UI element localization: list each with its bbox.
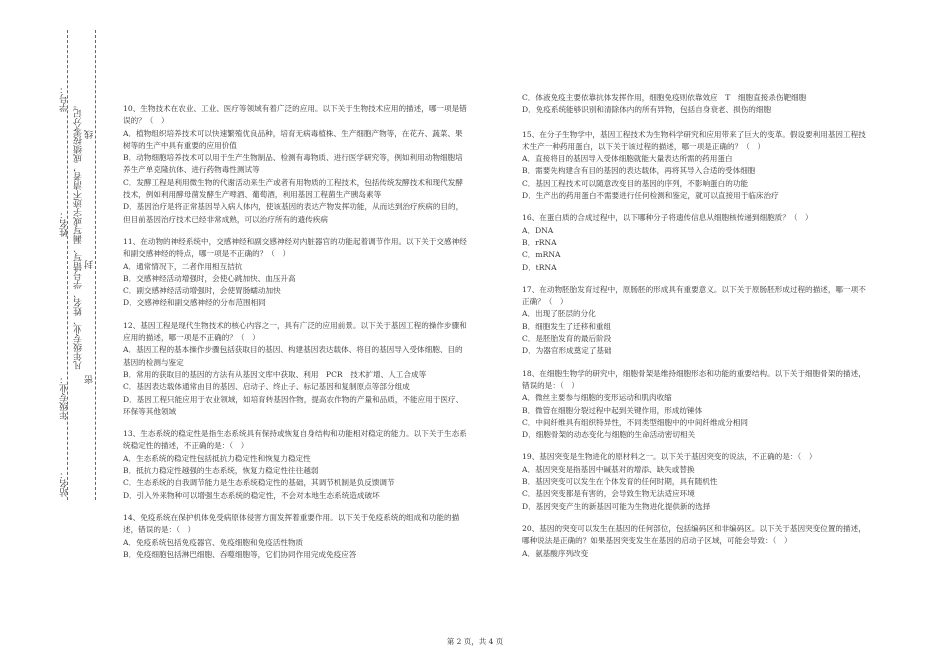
option-d: D．免疫系统能够识别和清除体内的所有异物，包括自身衰老、损伤的细胞 bbox=[522, 105, 772, 115]
question-18 bbox=[522, 368, 867, 442]
option-b: B．交感神经活动增强时，会使心跳加快、血压升高 bbox=[123, 273, 296, 283]
question-10 bbox=[123, 103, 468, 226]
option-c: C．发酵工程是利用微生物的代谢活动来生产或者有用物质的工程技术，包括传统发酵技术和现代发酵技术，例如利用酵母菌发酵生产啤酒、葡萄酒，利用基因工程菌生产胰岛素等 bbox=[123, 177, 463, 200]
option-d: D．交感神经和副交感神经的分布范围相同 bbox=[123, 298, 266, 308]
option-d: D．tRNA bbox=[522, 262, 557, 272]
binding-dashed-line-outer bbox=[67, 30, 68, 500]
option-b: B．基因突变可以发生在个体发育的任何时期，具有随机性 bbox=[522, 477, 718, 487]
question-stem: 17、在动物胚胎发育过程中，原肠胚的形成具有重要意义。以下关于原肠胚形成过程的描述，哪一项不正确？（ ） bbox=[522, 284, 866, 307]
binding-notice: 凡年级专业、姓名、学号错写、漏写或字迹不清者，成绩按零分记。 bbox=[74, 100, 84, 370]
option-a: A．免疫系统包括免疫器官、免疫细胞和免疫活性物质 bbox=[123, 537, 304, 547]
option-c: C．生态系统的自我调节能力是生态系统稳定性的基础，其调节机制是负反馈调节 bbox=[123, 478, 395, 488]
option-c: C．体液免疫主要依靠抗体发挥作用，细胞免疫则依靠效应 T 细胞直接杀伤靶细胞 bbox=[522, 93, 807, 102]
option-a: A．直接将目的基因导入受体细胞就能大量表达所需的药用蛋白 bbox=[522, 154, 733, 164]
question-stem: 14、免疫系统在保护机体免受病原体侵害方面发挥着重要作用。以下关于免疫系统的组成和功能的描述，错误的是：（ ） bbox=[123, 512, 460, 535]
question-19 bbox=[522, 451, 867, 512]
binding-station-label: 站名： bbox=[60, 470, 70, 497]
page-footer: 第 2 页，共 4 页 bbox=[446, 637, 504, 646]
binding-dashed-line-inner bbox=[95, 30, 96, 500]
question-13 bbox=[123, 428, 468, 502]
option-b: B．细胞发生了迁移和重组 bbox=[522, 321, 612, 331]
right-column bbox=[522, 92, 867, 570]
option-d: D．基因工程只能应用于农业领域，如培育转基因作物，提高农作物的产量和品质，不能应用于医疗、环保等其他领域 bbox=[123, 394, 464, 416]
question-12 bbox=[123, 320, 468, 418]
question-15 bbox=[522, 129, 867, 203]
option-a: A．通常情况下，二者作用相互拮抗 bbox=[123, 261, 243, 271]
option-a: A．氨基酸序列改变 bbox=[522, 548, 589, 558]
option-b: B．常用的获取目的基因的方法有从基因文库中获取、利用 PCR 技术扩增、人工合成等 bbox=[123, 369, 427, 379]
option-a: A．出现了胚层的分化 bbox=[522, 309, 596, 319]
option-b: B．微管在细胞分裂过程中起到关键作用，形成纺锤体 bbox=[522, 405, 703, 415]
question-14 bbox=[123, 512, 468, 561]
option-c: C．是胚胎发育的最后阶段 bbox=[522, 334, 612, 344]
question-11 bbox=[123, 236, 468, 310]
binding-margin bbox=[52, 30, 98, 500]
option-b: B．免疫细胞包括淋巴细胞、吞噬细胞等，它们协同作用完成免疫应答 bbox=[123, 549, 357, 559]
option-b: B．抵抗力稳定性越强的生态系统，恢复力稳定性往往越弱 bbox=[123, 466, 319, 476]
option-c: C．副交感神经活动增强时，会使胃肠蠕动加快 bbox=[123, 286, 281, 296]
binding-seal-mi: 密 bbox=[85, 375, 95, 384]
option-a: A．DNA bbox=[522, 225, 554, 235]
option-b: B．rRNA bbox=[522, 237, 557, 247]
binding-name-label: 姓名： bbox=[60, 210, 70, 237]
question-17 bbox=[522, 284, 867, 358]
question-stem: 12、基因工程是现代生物技术的核心内容之一，具有广泛的应用前景。以下关于基因工程的操作步骤和应用的描述，哪一项是不正确的？（ ） bbox=[123, 320, 467, 343]
question-stem: 11、在动物的神经系统中，交感神经和副交感神经对内脏器官的功能起着调节作用。以下关于交感神经和副交感神经的特点，哪一项是不正确的？（ ） bbox=[123, 236, 467, 259]
option-a: A．微丝主要参与细胞的变形运动和肌肉收缩 bbox=[522, 393, 672, 403]
option-c: C．mRNA bbox=[522, 250, 561, 260]
question-stem: 19、基因突变是生物进化的原材料之一。以下关于基因突变的说法，不正确的是：（ ） bbox=[522, 452, 817, 462]
question-stem: 20、基因的突变可以发生在基因的任何部位，包括编码区和非编码区。以下关于基因突变位置的描述，哪种说法是正确的？如果基因突变发生在基因的启动子区域，可能会导致：（ ） bbox=[522, 523, 866, 546]
option-c: C．基因突变都是有害的，会导致生物无法适应环境 bbox=[522, 489, 695, 499]
option-d: D．细胞骨架的动态变化与细胞的生命活动密切相关 bbox=[522, 430, 696, 440]
binding-student-id-label: 学号： bbox=[60, 85, 70, 112]
option-d: D．基因突变产生的新基因可能为生物进化提供新的选择 bbox=[522, 501, 711, 511]
option-c: C．基因表达载体通常由目的基因、启动子、终止子、标记基因和复制原点等部分组成 bbox=[123, 382, 410, 392]
option-a: A．基因工程的基本操作步骤包括获取目的基因、构建基因表达载体、将目的基因导入受体细胞、目的基因的检测与鉴定 bbox=[123, 345, 463, 367]
option-d: D．为器官形成奠定了基础 bbox=[522, 346, 612, 356]
question-20 bbox=[522, 523, 867, 560]
option-c: C．基因工程技术可以随意改变目的基因的序列，不影响蛋白的功能 bbox=[522, 178, 749, 188]
question-stem: 10、生物技术在农业、工业、医疗等领域有着广泛的应用。以下关于生物技术应用的描述，哪一项是错误的？（ ） bbox=[123, 104, 467, 126]
option-d: D．基因治疗是将正常基因导入病人体内，使该基因的表达产物发挥功能，从而达到治疗疾病的目的，但目前基因治疗技术已经非常成熟，可以治疗所有的遗传疾病 bbox=[123, 202, 464, 224]
question-stem: 18、在细胞生物学的研究中，细胞骨架是维持细胞形态和功能的重要结构。以下关于细胞骨架的描述，错误的是：（ ） bbox=[522, 368, 866, 390]
question-stem: 16、在蛋白质的合成过程中，以下哪种分子将遗传信息从细胞核传递到细胞质？（ ） bbox=[522, 213, 813, 223]
question-stem: 15、在分子生物学中，基因工程技术为生物科学研究和应用带来了巨大的变革。假设要利用基因工程技术生产一种药用蛋白，以下关于该过程的描述，哪一项是正确的？（ ） bbox=[522, 129, 866, 151]
option-a: A．植物组织培养技术可以快速繁殖优良品种，培育无病毒植株、生产细胞产物等，在花卉、蔬菜、果树等的生产中具有重要的应用价值 bbox=[123, 128, 463, 150]
option-b: B．需要先构建含有目的基因的表达载体，再将其导入合适的受体细胞 bbox=[522, 166, 756, 176]
option-a: A．生态系统的稳定性包括抵抗力稳定性和恢复力稳定性 bbox=[123, 453, 311, 463]
binding-grade-major-label: 年级专业： bbox=[60, 375, 70, 420]
option-a: A．基因突变是指基因中碱基对的增添、缺失或替换 bbox=[522, 464, 695, 474]
binding-seal-xian: 线 bbox=[85, 130, 95, 139]
option-c: C．中间纤维具有组织特异性，不同类型细胞中的中间纤维成分相同 bbox=[522, 417, 749, 427]
left-column bbox=[123, 103, 468, 571]
question-16 bbox=[522, 212, 867, 273]
option-b: B．动物细胞培养技术可以用于生产生物制品、检测有毒物质、进行医学研究等，例如利用动物细胞培养生产单克隆抗体、进行药物毒性测试等 bbox=[123, 153, 463, 175]
question-14-continued bbox=[522, 92, 867, 117]
option-d: D．引入外来物种可以增强生态系统的稳定性，不会对本地生态系统造成破坏 bbox=[123, 490, 380, 500]
question-stem: 13、生态系统的稳定性是指生态系统具有保持或恢复自身结构和功能相对稳定的能力。以下关于生态系统稳定性的描述，不正确的是：（ ） bbox=[123, 429, 467, 451]
option-d: D．生产出的药用蛋白不需要进行任何检测和鉴定，就可以直接用于临床治疗 bbox=[522, 191, 779, 201]
binding-seal-feng: 封 bbox=[85, 260, 95, 269]
